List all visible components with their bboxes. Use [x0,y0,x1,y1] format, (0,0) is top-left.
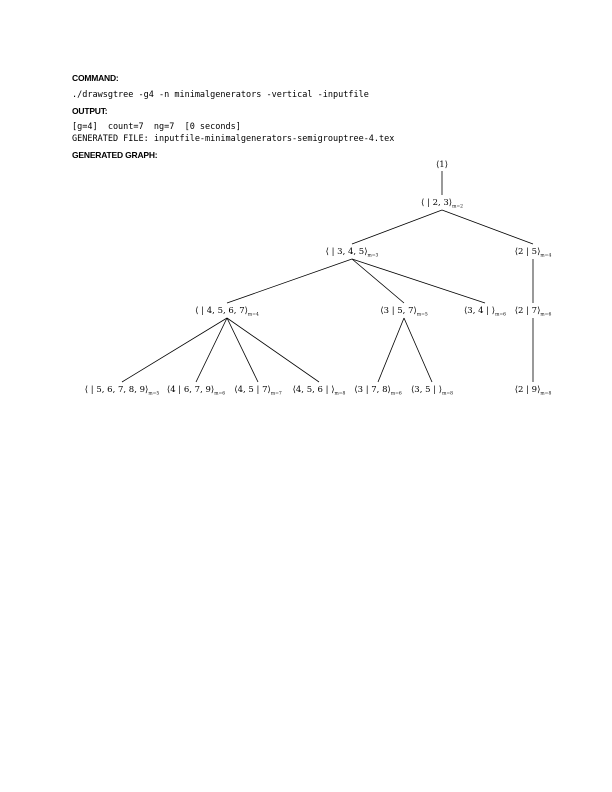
output-line-1: [g=4] count=7 ng=7 [0 seconds] [72,122,241,132]
tree-node-subscript: m=3 [367,253,379,259]
tree-edge-n5-n13 [404,318,432,382]
tree-node-subscript: m=6 [214,391,226,397]
tree-node-label: ⟨3 | 7, $8⟩_{m=6}$ [354,385,402,397]
tree-node-label: ⟨3, 4 | $⟩_{m=6}$ [463,306,507,318]
tree-node-label: ⟨3 | 5, $7⟩_{m=5}$ [380,306,428,318]
tree-edge-n2-n4 [227,259,352,303]
tree-node-n12 [354,385,402,397]
tree-node-n14 [515,385,552,397]
tree-node-n9 [167,385,225,397]
tree-node-label: ⟨4, 5 | $7⟩_{m=7}$ [234,385,282,397]
tree-node-label: ⟨2 | $9⟩_{m=8}$ [514,385,552,397]
tree-node-subscript: m=8 [334,391,346,397]
tree-node-subscript: m=6 [495,312,507,318]
tree-node-n6 [464,306,506,318]
tree-node-n4 [195,306,259,318]
tree-node-label: ⟨1⟩ [435,160,449,170]
tree-node-subscript: m=5 [416,312,428,318]
tree-node-n3 [515,247,552,259]
tree-node-label: ⟨4 | 6, 7, $9⟩_{m=6}$ [166,385,226,397]
tree-node-subscript: m=4 [247,312,259,318]
tree-edge-n2-n6 [352,259,485,303]
tree-node-label: ⟨4, 5, 6 | $⟩_{m=8}$ [292,385,346,397]
tree-edge-n1-n2 [352,210,442,244]
output-line-2: GENERATED FILE: inputfile-minimalgenerators-semigrouptree-4.tex [72,134,395,144]
tree-node-n11 [293,385,346,397]
tree-node-label: ⟨ | 3, 4, $5⟩_{m=3}$ [325,247,379,259]
tree-node-n13 [411,385,453,397]
tree-node-label: ⟨ | 2, $3⟩_{m=2}$ [420,198,464,210]
tree-node-label: ⟨ | 5, 6, 7, 8, $9⟩_{m=5}$ [84,385,160,397]
tree-edge-n4-n11 [227,318,319,382]
graph-heading: GENERATED GRAPH: [72,150,158,160]
tree-node-label: ⟨3, 5 | $⟩_{m=8}$ [410,385,454,397]
tree-node-n1 [421,198,463,210]
tree-edge-n4-n10 [227,318,258,382]
tree-node-subscript: m=4 [540,253,552,259]
tree-node-subscript: m=8 [442,391,454,397]
tree-node-subscript: m=8 [540,391,552,397]
tree-edge-n2-n5 [352,259,404,303]
tree-node-n8 [85,385,160,397]
tree-edge-n5-n12 [378,318,404,382]
tree-node-n7 [515,306,552,318]
tree-node-n5 [380,306,428,318]
command-line: ./drawsgtree -g4 -n minimalgenerators -vertical -inputfile [72,90,369,100]
command-heading: COMMAND: [72,73,119,83]
tree-node-subscript: m=6 [540,312,552,318]
tree-node-n2 [326,247,379,259]
tree-node-n10 [234,385,282,397]
tree-node-n0 [436,160,448,170]
tree-node-subscript: m=6 [390,391,402,397]
tree-edge-n1-n3 [442,210,533,244]
tree-node-label: ⟨2 | $5⟩_{m=4}$ [514,247,552,259]
tree-node-subscript: m=5 [148,391,160,397]
tree-node-subscript: m=2 [452,204,464,210]
tree-node-subscript: m=7 [270,391,282,397]
tree-node-label: ⟨2 | $7⟩_{m=6}$ [514,306,552,318]
tree-node-label: ⟨ | 4, 5, 6, $7⟩_{m=4}$ [195,306,259,318]
output-heading: OUTPUT: [72,106,108,116]
